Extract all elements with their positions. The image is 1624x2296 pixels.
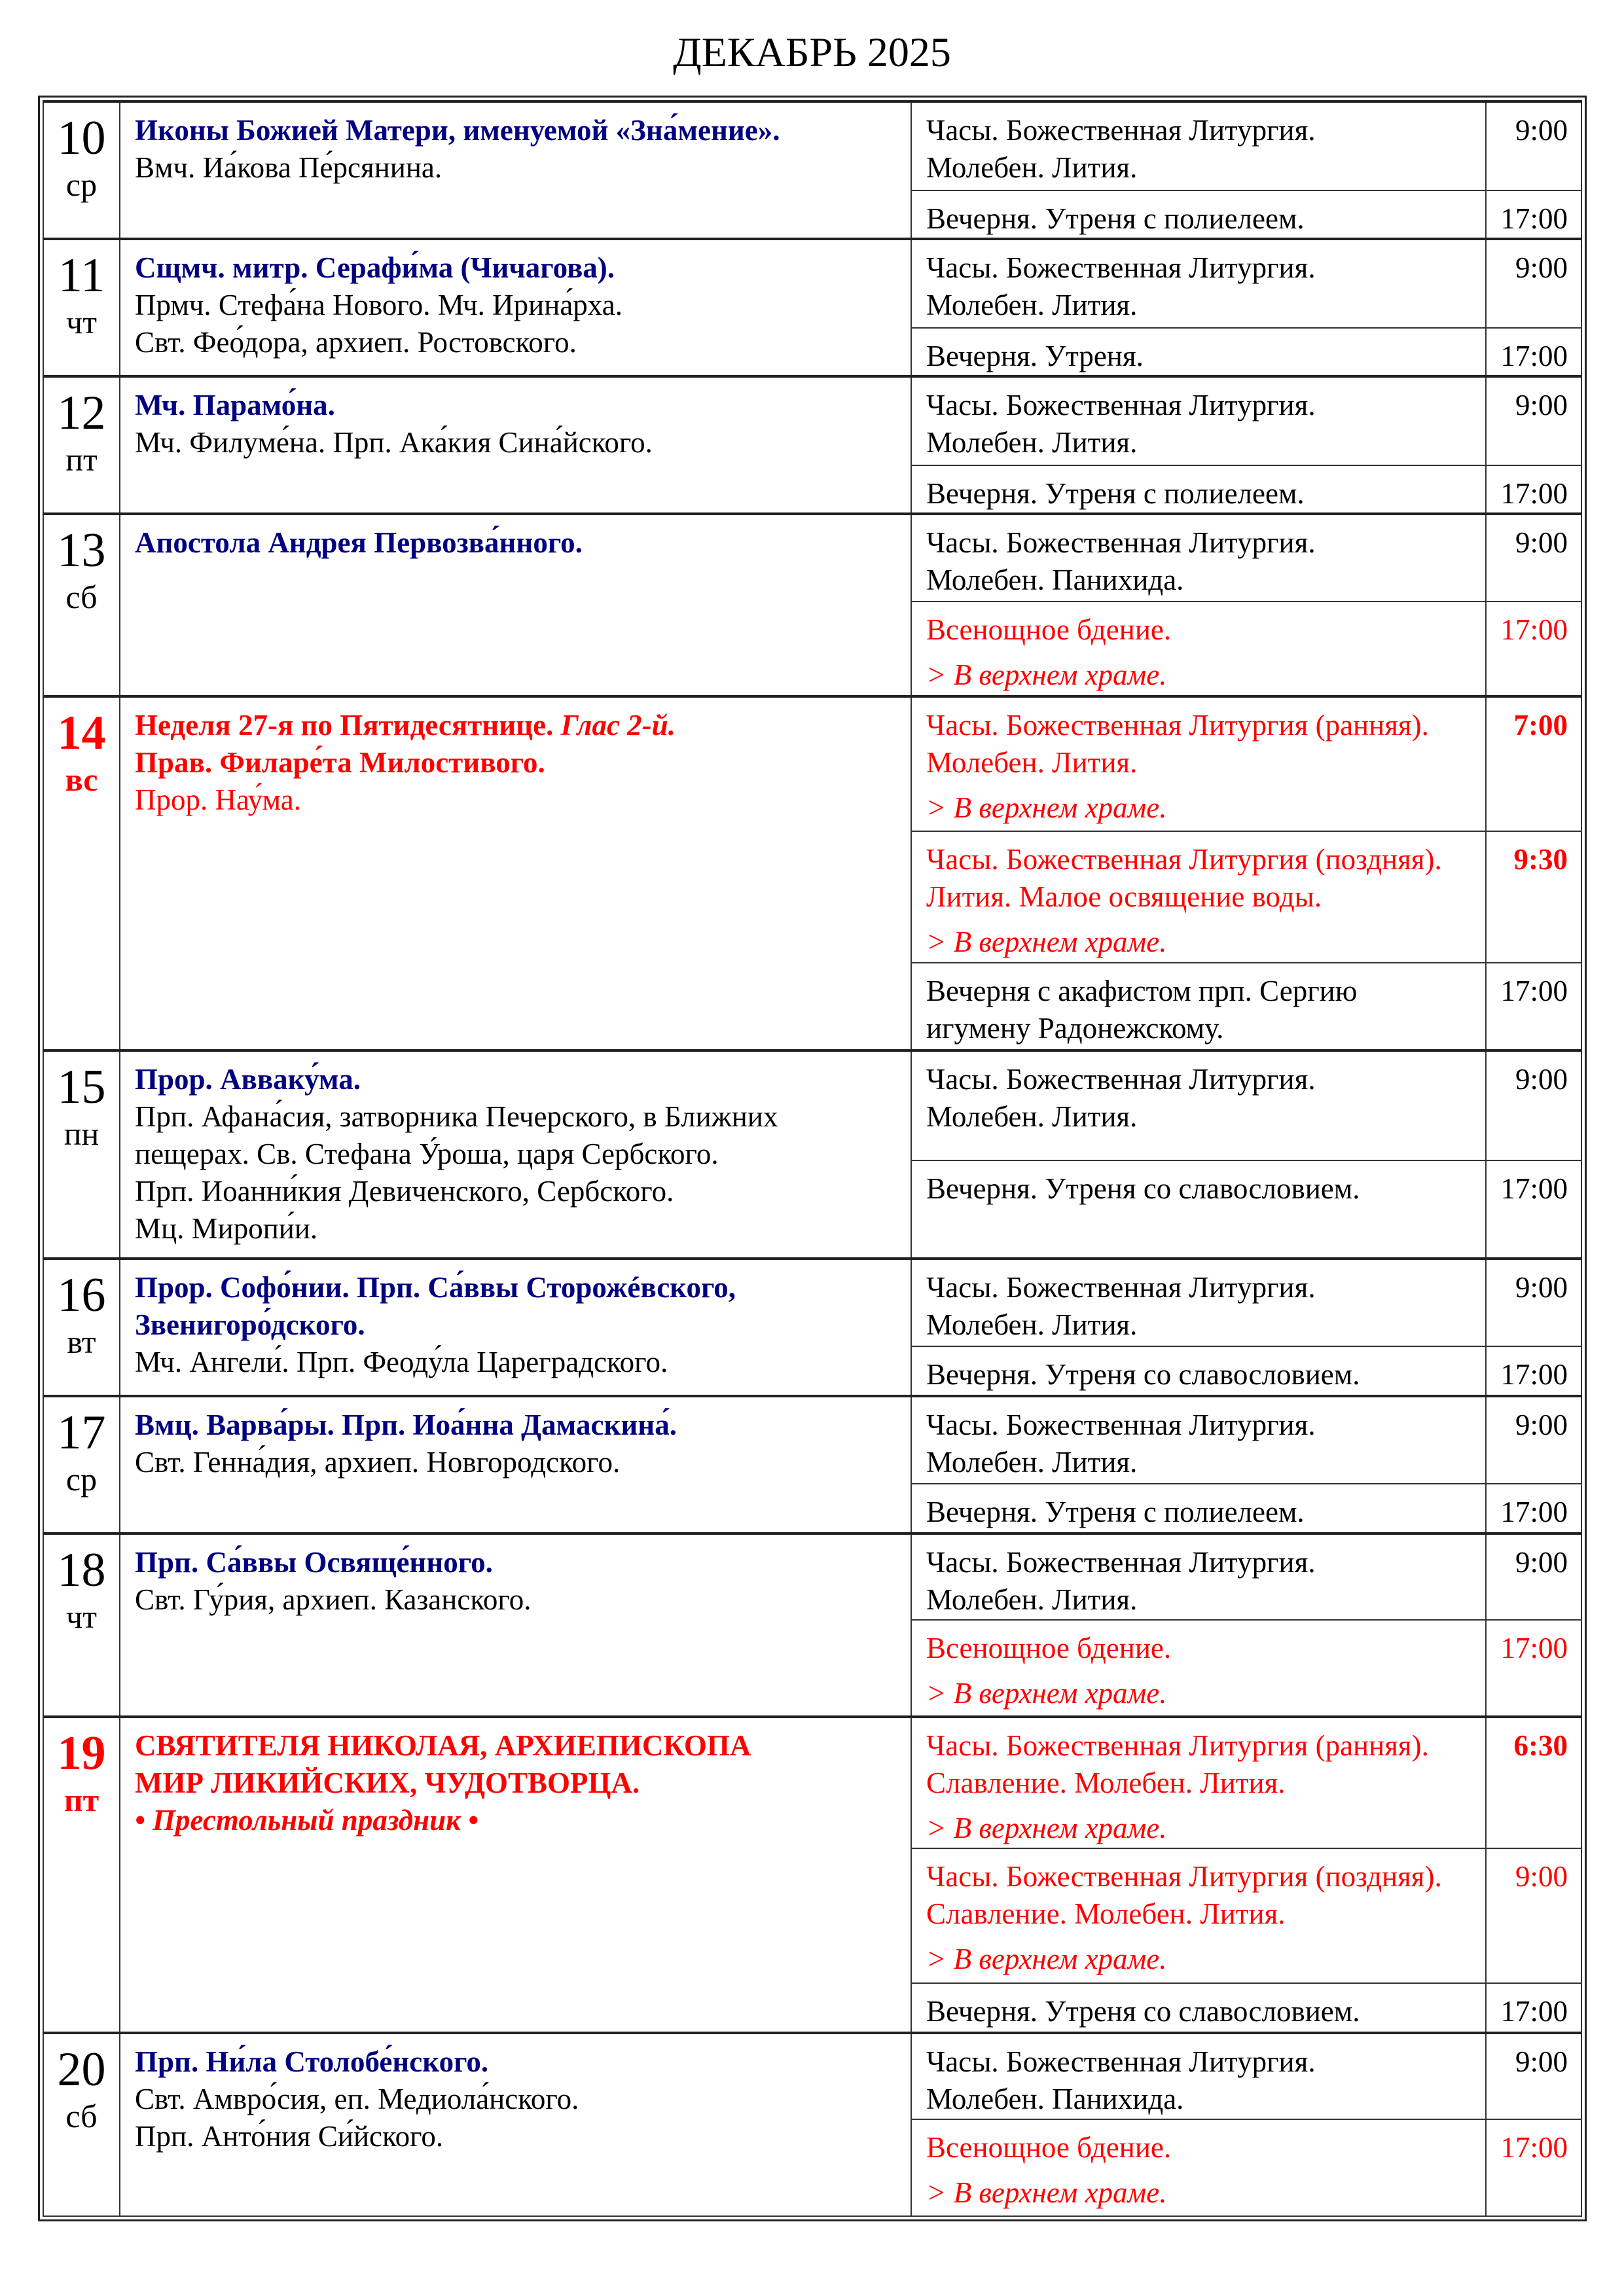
service-line: Часы. Божественная Литургия. (926, 1546, 1316, 1579)
feast-text: Сщмч. митр. Серафи́ма (Чичагова). (135, 251, 615, 284)
day-row (43, 1534, 1581, 1620)
feast-line (135, 1727, 911, 1765)
feast-line (135, 707, 911, 744)
location-note: > В верхнем храме. (926, 658, 1167, 691)
service-line: Вечерня. Утреня со славословием. (926, 1358, 1360, 1391)
saint-line: Прор. Нау́ма. (135, 783, 301, 816)
service-time: 9:00 (1486, 1396, 1581, 1484)
saints-cell (120, 101, 911, 239)
feast-text: Вмц. Варва́ры. Прп. Иоа́нна Дамаскина́. (135, 1408, 677, 1441)
service-cell (911, 2033, 1486, 2119)
service-cell (911, 190, 1486, 239)
saint-line: Прмч. Стефа́на Нового. Мч. Ирина́рха. (135, 289, 623, 321)
feast-text: Прав. Филаре́та Милостивого. (135, 746, 545, 779)
service-line: Часы. Божественная Литургия (поздняя). (926, 843, 1442, 876)
service-line: игумену Радонежскому. (926, 1012, 1224, 1045)
service-time: 17:00 (1486, 328, 1581, 376)
saint-line: Свт. Генна́дия, архиеп. Новгородского. (135, 1446, 621, 1479)
service-cell (911, 1160, 1486, 1259)
schedule-table-frame (38, 96, 1587, 2221)
feast-text: Глас 2-й. (560, 709, 676, 742)
service-cell (911, 1620, 1486, 1717)
day-cell (43, 376, 120, 514)
saints-cell (120, 696, 911, 1050)
service-time: 17:00 (1486, 1160, 1581, 1259)
day-row (43, 1050, 1581, 1160)
service-line: Вечерня. Утреня со славословием. (926, 1995, 1360, 2028)
saint-line: Вмч. Иа́кова Пе́рсянина. (135, 151, 442, 184)
service-time: 17:00 (1486, 465, 1581, 514)
feast-line (135, 1802, 911, 1839)
service-cell (911, 514, 1486, 601)
service-cell (911, 696, 1486, 831)
day-of-week: пт (65, 441, 98, 478)
schedule-table (43, 100, 1582, 2217)
day-number: 15 (57, 1060, 106, 1114)
service-cell (911, 239, 1486, 328)
saints-cell (120, 2033, 911, 2216)
day-cell (43, 101, 120, 239)
feast-line (135, 744, 911, 781)
feast-line (135, 249, 911, 287)
service-line: Всенощное бдение. (926, 613, 1172, 646)
saint-line: Мч. Ангели́. Прп. Феоду́ла Цареградского. (135, 1346, 668, 1378)
service-line: Вечерня. Утреня с полиелеем. (926, 477, 1305, 510)
service-time: 9:00 (1486, 1050, 1581, 1160)
saints-cell (120, 376, 911, 514)
feast-line (135, 524, 911, 562)
day-of-week: чт (66, 304, 97, 340)
saint-line: Прп. Афана́сия, затворника Печерского, в Ближних (135, 1100, 778, 1133)
day-row (43, 2033, 1581, 2119)
day-row (43, 376, 1581, 465)
saints-cell (120, 1396, 911, 1534)
day-row (43, 239, 1581, 328)
saint-line: Свт. Гу́рия, архиеп. Казанского. (135, 1583, 532, 1616)
service-cell (911, 1983, 1486, 2033)
day-of-week: сб (65, 2098, 98, 2134)
service-line: Вечерня. Утреня. (926, 340, 1144, 372)
service-time: 17:00 (1486, 1346, 1581, 1396)
service-line: Часы. Божественная Литургия. (926, 526, 1316, 559)
day-number: 19 (57, 1727, 106, 1780)
day-of-week: ср (65, 1461, 98, 1498)
saints-cell (120, 1259, 911, 1396)
service-cell (911, 376, 1486, 465)
service-cell (911, 963, 1486, 1050)
service-time: 7:00 (1486, 696, 1581, 831)
service-line: Часы. Божественная Литургия (ранняя). (926, 1729, 1429, 1762)
day-row (43, 101, 1581, 190)
service-cell (911, 1848, 1486, 1983)
feast-line (135, 1306, 911, 1344)
service-time: 17:00 (1486, 1983, 1581, 2033)
feast-text: МИР ЛИКИЙСКИХ, ЧУДОТВОРЦА. (135, 1767, 640, 1799)
feast-line (135, 1269, 911, 1306)
feast-text: Прп. Ни́ла Столобе́нского. (135, 2045, 489, 2078)
feast-line (135, 387, 911, 424)
day-number: 20 (57, 2043, 106, 2096)
service-line: Славление. Молебен. Лития. (926, 1897, 1286, 1930)
day-number: 11 (58, 249, 105, 302)
service-time: 9:00 (1486, 1848, 1581, 1983)
saint-line: Свт. Амвро́сия, еп. Медиола́нского. (135, 2083, 579, 2115)
service-line: Вечерня с акафистом прп. Сергию (926, 975, 1358, 1007)
day-row (43, 696, 1581, 831)
saint-line: Прп. Иоанни́кия Девиченского, Сербского. (135, 1175, 674, 1208)
service-line: Молебен. Лития. (926, 289, 1138, 321)
day-of-week: вт (67, 1323, 96, 1360)
service-time: 9:00 (1486, 239, 1581, 328)
day-cell (43, 514, 120, 696)
service-line: Часы. Божественная Литургия (ранняя). (926, 709, 1429, 742)
saints-cell (120, 1534, 911, 1717)
service-line: Часы. Божественная Литургия. (926, 2045, 1316, 2078)
location-note: > В верхнем храме. (926, 1943, 1167, 1975)
service-line: Часы. Божественная Литургия. (926, 114, 1316, 147)
location-note: > В верхнем храме. (926, 1677, 1167, 1710)
service-time: 6:30 (1486, 1717, 1581, 1848)
day-row (43, 1259, 1581, 1346)
saint-line: Прп. Анто́ния Си́йского. (135, 2120, 444, 2153)
service-line: Молебен. Лития. (926, 1583, 1138, 1616)
service-time: 9:00 (1486, 1534, 1581, 1620)
day-row (43, 1396, 1581, 1484)
feast-line (135, 1544, 911, 1581)
service-line: Молебен. Панихида. (926, 564, 1184, 596)
service-line: Часы. Божественная Литургия (поздняя). (926, 1860, 1442, 1893)
day-number: 10 (57, 111, 106, 165)
day-cell (43, 1050, 120, 1259)
service-line: Молебен. Лития. (926, 426, 1138, 459)
service-line: Часы. Божественная Литургия. (926, 1408, 1316, 1441)
service-cell (911, 1534, 1486, 1620)
day-of-week: пн (63, 1115, 99, 1152)
day-cell (43, 1259, 120, 1396)
service-cell (911, 1050, 1486, 1160)
location-note: > В верхнем храме. (926, 1812, 1167, 1844)
service-time: 9:00 (1486, 101, 1581, 190)
service-line: Молебен. Лития. (926, 1308, 1138, 1341)
feast-text: СВЯТИТЕЛЯ НИКОЛАЯ, АРХИЕПИСКОПА (135, 1729, 751, 1762)
service-line: Часы. Божественная Литургия. (926, 1063, 1316, 1096)
saint-line: пещерах. Св. Стефана У́роша, царя Сербского. (135, 1138, 719, 1170)
feast-line (135, 2043, 911, 2081)
service-time: 17:00 (1486, 1484, 1581, 1534)
service-line: Славление. Молебен. Лития. (926, 1767, 1286, 1799)
day-of-week: пт (63, 1782, 99, 1818)
day-number: 12 (57, 386, 106, 440)
service-cell (911, 601, 1486, 696)
feast-line (135, 1765, 911, 1802)
feast-line (135, 112, 911, 149)
day-row (43, 1717, 1581, 1848)
day-of-week: вс (65, 761, 98, 798)
day-number: 18 (57, 1543, 106, 1597)
feast-text: Мч. Парамо́на. (135, 389, 335, 422)
service-line: Вечерня. Утреня со славословием. (926, 1172, 1360, 1205)
service-cell (911, 328, 1486, 376)
day-cell (43, 1534, 120, 1717)
saint-line: Мц. Миропи́и. (135, 1212, 318, 1245)
day-number: 14 (57, 706, 106, 760)
service-line: Молебен. Лития. (926, 746, 1138, 779)
day-cell (43, 696, 120, 1050)
day-cell (43, 2033, 120, 2216)
service-time: 9:00 (1486, 514, 1581, 601)
feast-text: Иконы Божией Матери, именуемой «Зна́мение». (135, 114, 780, 147)
service-cell (911, 1717, 1486, 1848)
day-of-week: чт (66, 1598, 97, 1635)
service-cell (911, 465, 1486, 514)
service-line: Молебен. Лития. (926, 151, 1138, 184)
service-line: Лития. Малое освящение воды. (926, 880, 1322, 913)
saints-cell (120, 239, 911, 376)
day-row (43, 514, 1581, 601)
feast-text: Неделя 27-я по Пятидесятнице. (135, 709, 561, 742)
location-note: > В верхнем храме. (926, 925, 1167, 958)
saints-cell (120, 1050, 911, 1259)
day-cell (43, 1396, 120, 1534)
saints-cell (120, 514, 911, 696)
location-note: > В верхнем храме. (926, 791, 1167, 824)
service-line: Всенощное бдение. (926, 1632, 1172, 1664)
service-line: Часы. Божественная Литургия. (926, 251, 1316, 284)
service-time: 17:00 (1486, 601, 1581, 696)
service-cell (911, 1259, 1486, 1346)
saints-cell (120, 1717, 911, 2033)
feast-text: • Престольный праздник • (135, 1804, 478, 1837)
service-time: 9:00 (1486, 1259, 1581, 1346)
day-number: 16 (57, 1268, 106, 1322)
service-time: 17:00 (1486, 1620, 1581, 1717)
service-line: Всенощное бдение. (926, 2131, 1172, 2164)
service-time: 9:30 (1486, 831, 1581, 963)
service-cell (911, 1346, 1486, 1396)
feast-text: Прор. Софо́нии. Прп. Са́ввы Сторожéвского, (135, 1271, 736, 1304)
feast-line (135, 1407, 911, 1444)
service-line: Молебен. Лития. (926, 1446, 1138, 1479)
feast-text: Прп. Са́ввы Освяще́нного. (135, 1546, 493, 1579)
day-cell (43, 239, 120, 376)
saint-line: Мч. Филуме́на. Прп. Ака́кия Сина́йского. (135, 426, 653, 459)
service-time: 17:00 (1486, 2119, 1581, 2216)
service-line: Молебен. Панихида. (926, 2083, 1184, 2115)
service-line: Часы. Божественная Литургия. (926, 389, 1316, 422)
service-cell (911, 2119, 1486, 2216)
service-line: Молебен. Лития. (926, 1100, 1138, 1133)
saint-line: Свт. Фео́дора, архиеп. Ростовского. (135, 326, 577, 359)
service-cell (911, 1484, 1486, 1534)
service-time: 17:00 (1486, 963, 1581, 1050)
service-cell (911, 101, 1486, 190)
feast-line (135, 1061, 911, 1098)
service-line: Часы. Божественная Литургия. (926, 1271, 1316, 1304)
day-cell (43, 1717, 120, 2033)
service-cell (911, 831, 1486, 963)
service-time: 9:00 (1486, 2033, 1581, 2119)
day-number: 17 (57, 1406, 106, 1460)
service-time: 17:00 (1486, 190, 1581, 239)
service-cell (911, 1396, 1486, 1484)
feast-text: Звенигоро́дского. (135, 1308, 365, 1341)
feast-text: Прор. Аввaку́ма. (135, 1063, 361, 1096)
service-time: 9:00 (1486, 376, 1581, 465)
page-title: ДЕКАБРЬ 2025 (673, 29, 951, 75)
day-of-week: сб (65, 579, 98, 615)
service-line: Вечерня. Утреня с полиелеем. (926, 202, 1305, 235)
feast-text: Апостола Андрея Первозва́нного. (135, 526, 583, 559)
day-of-week: ср (65, 166, 98, 203)
day-number: 13 (57, 524, 106, 577)
location-note: > В верхнем храме. (926, 2176, 1167, 2209)
service-line: Вечерня. Утреня с полиелеем. (926, 1496, 1305, 1528)
